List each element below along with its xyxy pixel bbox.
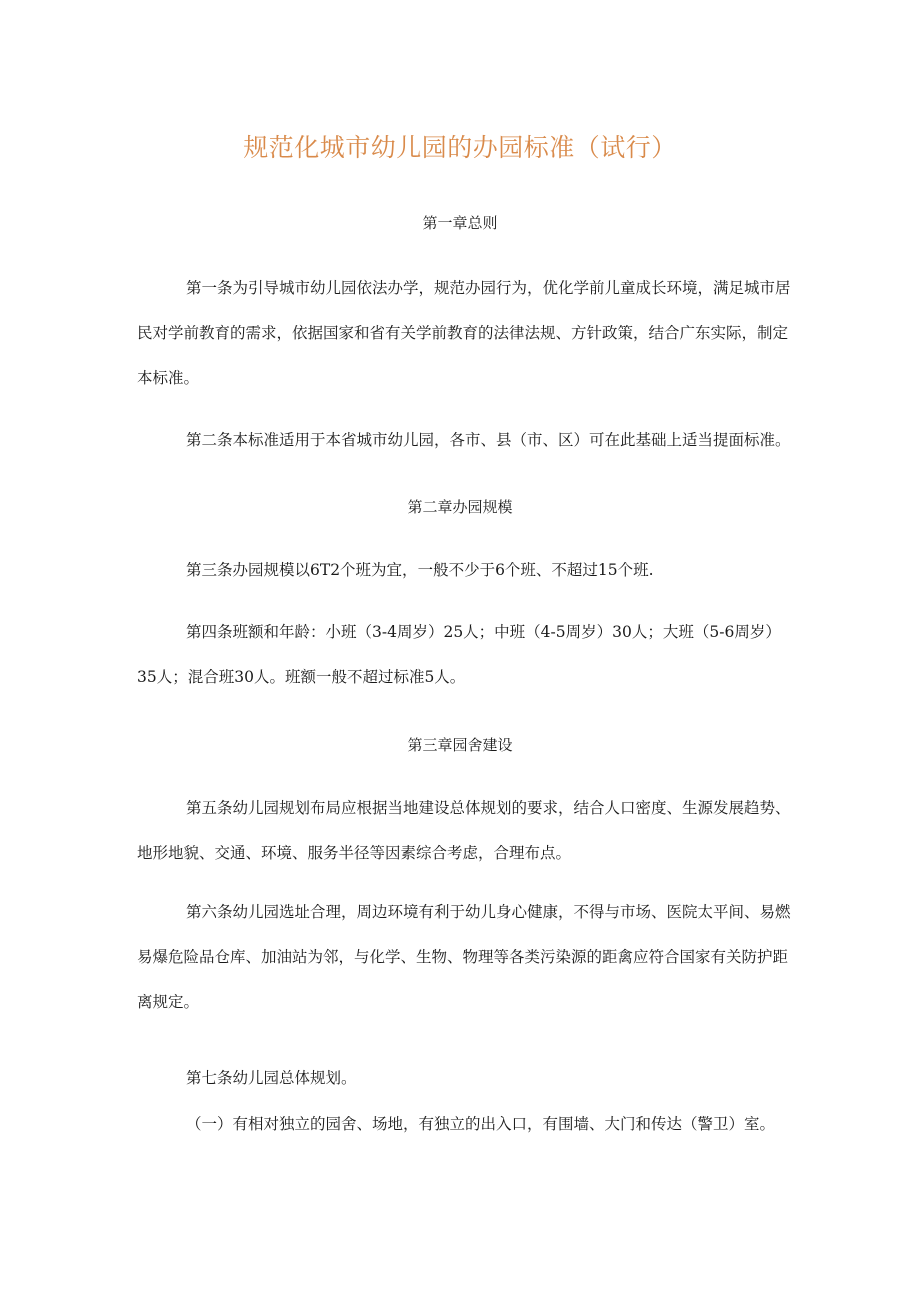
article-6-line: 第六条幼儿园选址合理，周边环境有利于幼儿身心健康，不得与市场、医院太平间、易燃 (186, 903, 791, 921)
article-5-line: 地形地貌、交通、环境、服务半径等因素综合考虑，合理布点。 (137, 844, 572, 862)
article-7-line: 第七条幼儿园总体规划。 (186, 1069, 357, 1087)
chapter-heading: 第三章园舍建设 (407, 736, 513, 754)
article-7-item-1 (137, 1102, 797, 1147)
article-1-line: 民对学前教育的需求，依据国家和省有关学前教育的法律法规、方针政策，结合广东实际，制定 (137, 324, 789, 342)
article-1-line: 本标准。 (137, 369, 200, 387)
article-2-line: 第二条本标准适用于本省城市幼儿园，各市、县（市、区）可在此基础上适当提面标准。 (186, 431, 791, 449)
article-4-line: 第四条班额和年龄：小班（3-4周岁）25人；中班（4-5周岁）30人；大班（5-6周岁） (186, 623, 781, 641)
article-4 (137, 610, 797, 700)
article-3 (137, 548, 797, 593)
article-1 (137, 266, 797, 401)
chapter-heading: 第一章总则 (422, 214, 498, 232)
article-7 (137, 1056, 797, 1101)
article-7-item-line: （一）有相对独立的园舍、场地，有独立的出入口，有围墙、大门和传达（警卫）室。 (186, 1115, 776, 1133)
article-5 (137, 786, 797, 876)
article-5-line: 第五条幼儿园规划布局应根据当地建设总体规划的要求，结合人口密度、生源发展趋势、 (186, 799, 791, 817)
article-2 (137, 418, 797, 463)
document-title: 规范化城市幼儿园的办园标准（试行） (243, 133, 677, 162)
article-6 (137, 890, 797, 1025)
chapter-heading: 第二章办园规模 (407, 498, 513, 516)
article-6-line: 离规定。 (137, 993, 200, 1011)
article-3-line: 第三条办园规模以6T2个班为宜，一般不少于6个班、不超过15个班. (186, 561, 654, 579)
article-1-line: 第一条为引导城市幼儿园依法办学，规范办园行为，优化学前儿童成长环境，满足城市居 (186, 279, 791, 297)
article-4-line: 35人；混合班30人。班额一般不超过标准5人。 (137, 668, 466, 686)
article-6-line: 易爆危险品仓库、加油站为邻，与化学、生物、物理等各类污染源的距禽应符合国家有关防护距 (137, 948, 789, 966)
